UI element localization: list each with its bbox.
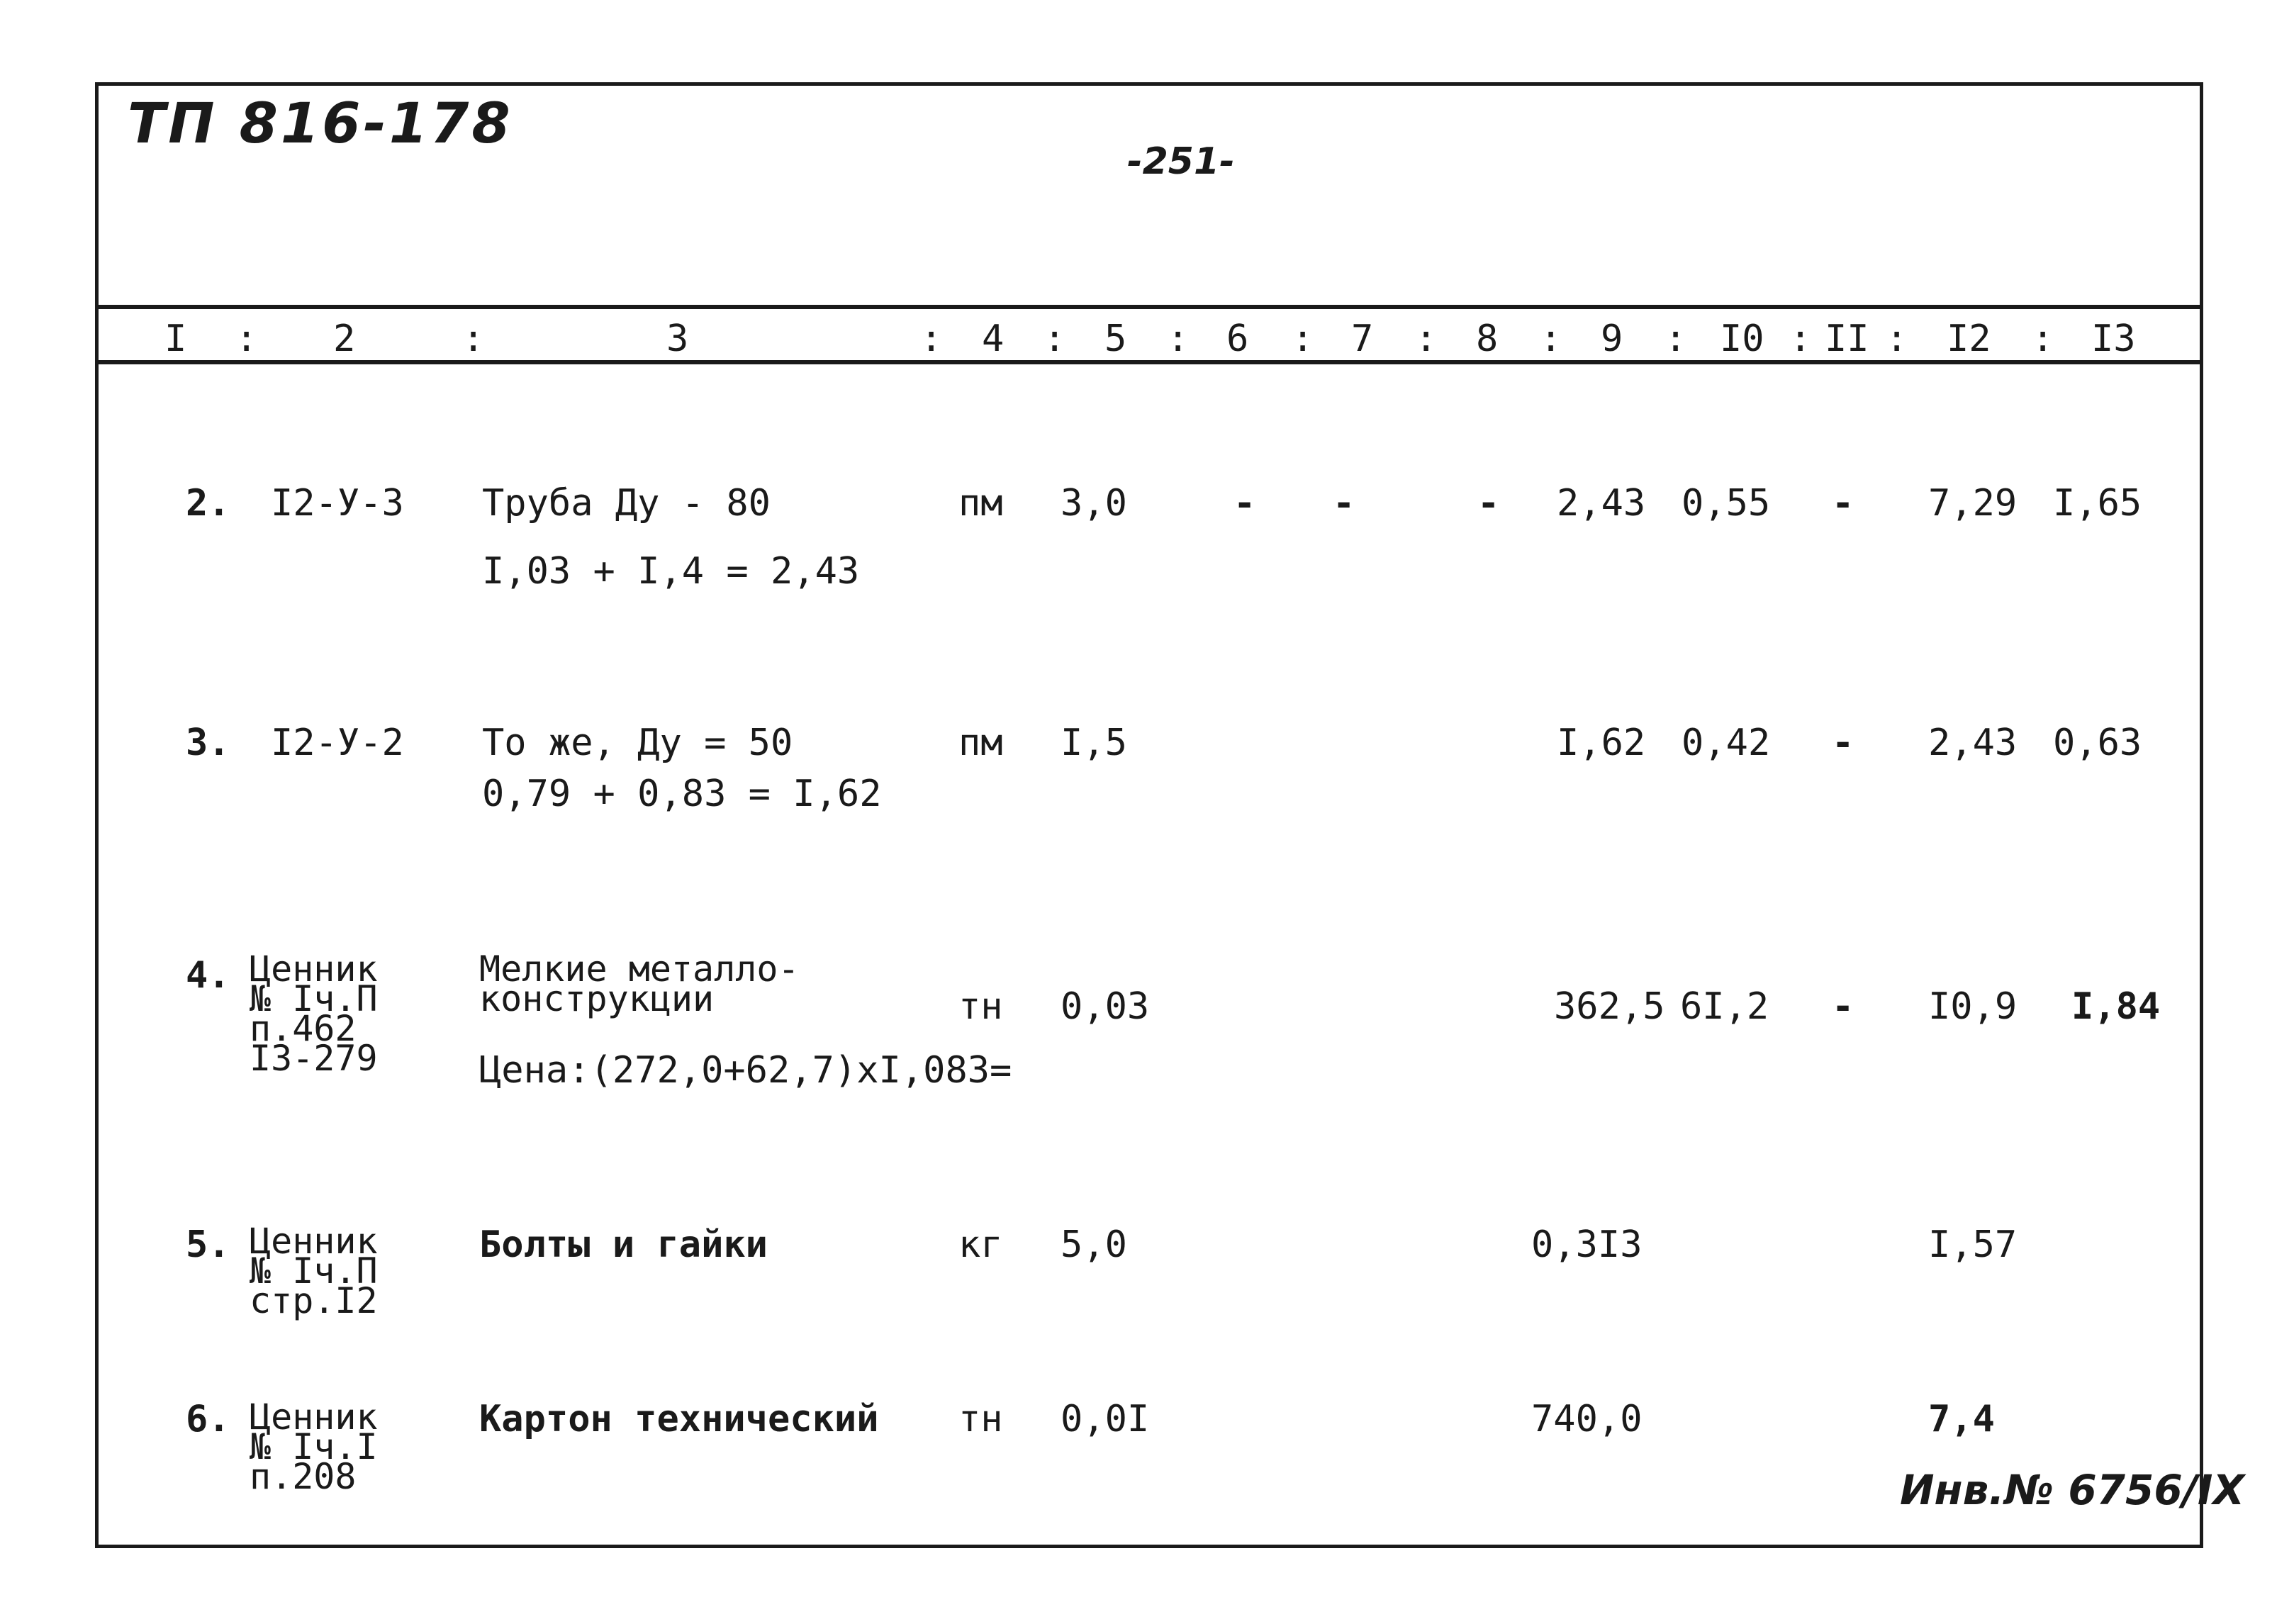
col-sep: : xyxy=(1415,318,1438,360)
row-code xyxy=(250,1221,378,1321)
row-col12: 2,43 xyxy=(1928,722,2018,764)
col-header-1: I xyxy=(164,318,187,360)
row-col9: 2,43 xyxy=(1557,482,1646,525)
row-col10: 0,55 xyxy=(1682,482,1771,525)
row-name: Труба Ду - 80 xyxy=(482,482,771,525)
row-code-line: п.208 xyxy=(250,1456,357,1497)
col-header-5: 5 xyxy=(1104,318,1127,360)
inventory-number: Инв.№ 6756/IX xyxy=(1900,1466,2245,1514)
col-header-7: 7 xyxy=(1351,318,1374,360)
row-qty: 3,0 xyxy=(1061,482,1127,525)
row-col11: - xyxy=(1832,722,1854,764)
row-calc: Цена:(272,0+62,7)xI,083= xyxy=(479,1049,1012,1092)
row-name: Картон технический xyxy=(479,1398,879,1440)
row-col12: 7,4 xyxy=(1928,1398,1995,1440)
row-col11: - xyxy=(1832,985,1854,1028)
row-name: То же, Ду = 50 xyxy=(482,722,793,764)
row-col9: 362,5 xyxy=(1554,985,1665,1028)
row-unit: тн xyxy=(958,985,1003,1028)
row-qty: I,5 xyxy=(1061,722,1127,764)
col-sep: : xyxy=(2032,318,2054,360)
col-header-13: I3 xyxy=(2091,318,2136,360)
row-number: 4. xyxy=(186,954,230,997)
row-col8: - xyxy=(1477,482,1500,525)
col-sep: : xyxy=(1886,318,1908,360)
row-name-line: конструкции xyxy=(479,978,715,1019)
col-sep: : xyxy=(1167,318,1190,360)
row-col13: I,65 xyxy=(2053,482,2142,525)
header-rule-bottom xyxy=(95,360,2203,364)
col-sep: : xyxy=(1292,318,1314,360)
col-sep: : xyxy=(235,318,258,360)
row-col10: 0,42 xyxy=(1682,722,1771,764)
col-header-12: I2 xyxy=(1947,318,1991,360)
row-name-line: Мелкие металло- xyxy=(479,948,800,990)
row-code-line: п.462 xyxy=(250,1008,357,1049)
row-col6: - xyxy=(1233,482,1256,525)
col-header-11: II xyxy=(1825,318,1869,360)
row-number: 3. xyxy=(186,722,230,764)
row-name xyxy=(479,948,800,1019)
row-col11: - xyxy=(1832,482,1854,525)
col-sep: : xyxy=(920,318,943,360)
header-rule-top xyxy=(95,305,2203,309)
row-unit: кг xyxy=(958,1223,1003,1266)
col-header-6: 6 xyxy=(1226,318,1249,360)
row-number: 6. xyxy=(186,1398,230,1440)
row-col9: 740,0 xyxy=(1531,1398,1643,1440)
row-code-line: № Iч.П xyxy=(250,978,378,1019)
page-frame xyxy=(95,82,2203,1548)
row-calc: I,03 + I,4 = 2,43 xyxy=(482,550,860,593)
row-code-line: № Iч.I xyxy=(250,1426,378,1467)
row-code: I2-У-3 xyxy=(271,482,404,525)
row-col10: 6I,2 xyxy=(1680,985,1769,1028)
row-col12: I0,9 xyxy=(1928,985,2018,1028)
row-name: Болты и гайки xyxy=(479,1223,768,1266)
document-designation: ТП 816-178 xyxy=(128,92,513,156)
row-qty: 5,0 xyxy=(1061,1223,1127,1266)
col-header-4: 4 xyxy=(982,318,1005,360)
col-sep: : xyxy=(1540,318,1562,360)
row-unit: пм xyxy=(958,722,1003,764)
row-col12: 7,29 xyxy=(1928,482,2018,525)
col-header-10: I0 xyxy=(1720,318,1764,360)
col-sep: : xyxy=(462,318,485,360)
row-code-line: I3-279 xyxy=(250,1038,378,1079)
row-unit: пм xyxy=(958,482,1003,525)
row-col12: I,57 xyxy=(1928,1223,2018,1266)
row-code-line: стр.I2 xyxy=(250,1280,378,1321)
row-code-line: Ценник xyxy=(250,1396,378,1438)
row-qty: 0,0I xyxy=(1061,1398,1150,1440)
row-calc: 0,79 + 0,83 = I,62 xyxy=(482,773,882,815)
row-col9: I,62 xyxy=(1557,722,1646,764)
row-col9: 0,3I3 xyxy=(1531,1223,1643,1266)
row-number: 5. xyxy=(186,1223,230,1266)
col-header-2: 2 xyxy=(333,318,356,360)
row-col13: 0,63 xyxy=(2053,722,2142,764)
page-number: -251- xyxy=(1127,140,1235,183)
row-code-line: Ценник xyxy=(250,1221,378,1262)
row-unit: тн xyxy=(958,1398,1003,1440)
row-code: I2-У-2 xyxy=(271,722,404,764)
row-code-line: Ценник xyxy=(250,948,378,990)
row-col7: - xyxy=(1333,482,1355,525)
row-code xyxy=(250,948,378,1079)
col-sep: : xyxy=(1664,318,1687,360)
col-header-9: 9 xyxy=(1601,318,1623,360)
col-sep: : xyxy=(1789,318,1812,360)
row-number: 2. xyxy=(186,482,230,525)
col-sep: : xyxy=(1044,318,1066,360)
row-code xyxy=(250,1396,378,1497)
row-col13: I,84 xyxy=(2071,985,2161,1028)
row-code-line: № Iч.П xyxy=(250,1250,378,1292)
row-qty: 0,03 xyxy=(1061,985,1150,1028)
col-header-8: 8 xyxy=(1476,318,1499,360)
col-header-3: 3 xyxy=(666,318,689,360)
